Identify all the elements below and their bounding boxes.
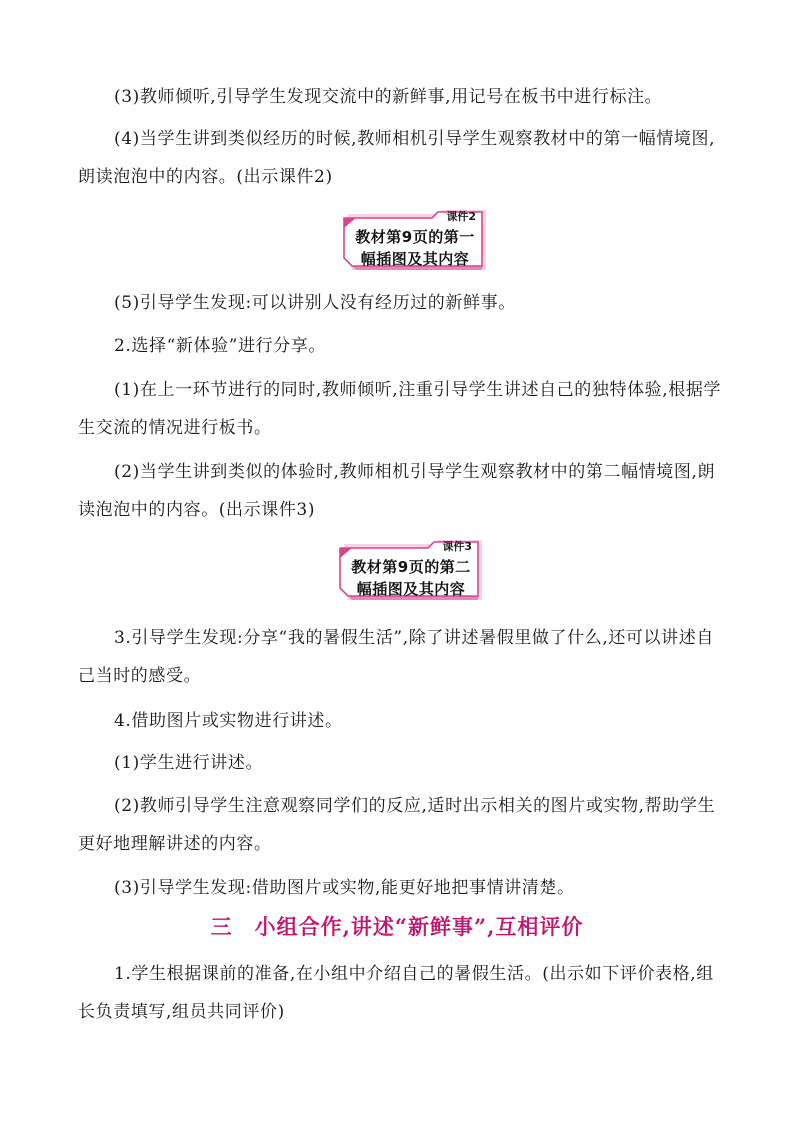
paragraph: (1)在上一环节进行的同时,教师倾听,注重引导学生讲述自己的独特体验,根据学生交流的情况进行板书。	[78, 380, 722, 438]
paragraph: (5)引导学生发现:可以讲别人没有经历过的新鲜事。	[114, 293, 516, 313]
card-text	[346, 556, 476, 600]
paragraph: (2)教师引导学生注意观察同学们的反应,适时出示相关的图片或实物,帮助学生更好地理解讲述的内容。	[78, 796, 716, 854]
paragraph: (3)引导学生发现:借助图片或实物,能更好地把事情讲清楚。	[114, 878, 575, 898]
paragraph: (4)当学生讲到类似经历的时候,教师相机引导学生观察教材中的第一幅情境图,朗读泡泡中的内容。(出示课件2)	[78, 129, 716, 187]
paragraph: 4.借助图片或实物进行讲述。	[114, 711, 343, 731]
paragraph: 2.选择“新体验”进行分享。	[114, 336, 327, 356]
paragraph: 3.引导学生发现:分享“我的暑假生活”,除了讲述暑假里做了什么,还可以讲述自己当时的感受。	[78, 628, 714, 686]
card-line: 幅插图及其内容	[356, 580, 466, 598]
paragraph: (1)学生进行讲述。	[114, 753, 264, 773]
card-line: 教材第9页的第一	[355, 228, 475, 246]
card-line: 幅插图及其内容	[360, 250, 470, 268]
card-tag: 课件3	[442, 540, 472, 553]
paragraph: (2)当学生讲到类似的体验时,教师相机引导学生观察教材中的第二幅情境图,朗读泡泡中的内容。(出示课件3)	[78, 462, 716, 520]
card-line: 教材第9页的第二	[351, 558, 471, 576]
paragraph: (3)教师倾听,引导学生发现交流中的新鲜事,用记号在板书中进行标注。	[114, 87, 663, 107]
courseware-card	[342, 210, 486, 274]
section-heading: 三 小组合作,讲述“新鲜事”,互相评价	[210, 914, 584, 939]
courseware-card	[338, 540, 482, 604]
card-tag: 课件2	[446, 210, 476, 223]
paragraph: 1.学生根据课前的准备,在小组中介绍自己的暑假生活。(出示如下评价表格,组长负责填写,组员共同评价)	[78, 964, 714, 1022]
card-text	[350, 226, 480, 270]
